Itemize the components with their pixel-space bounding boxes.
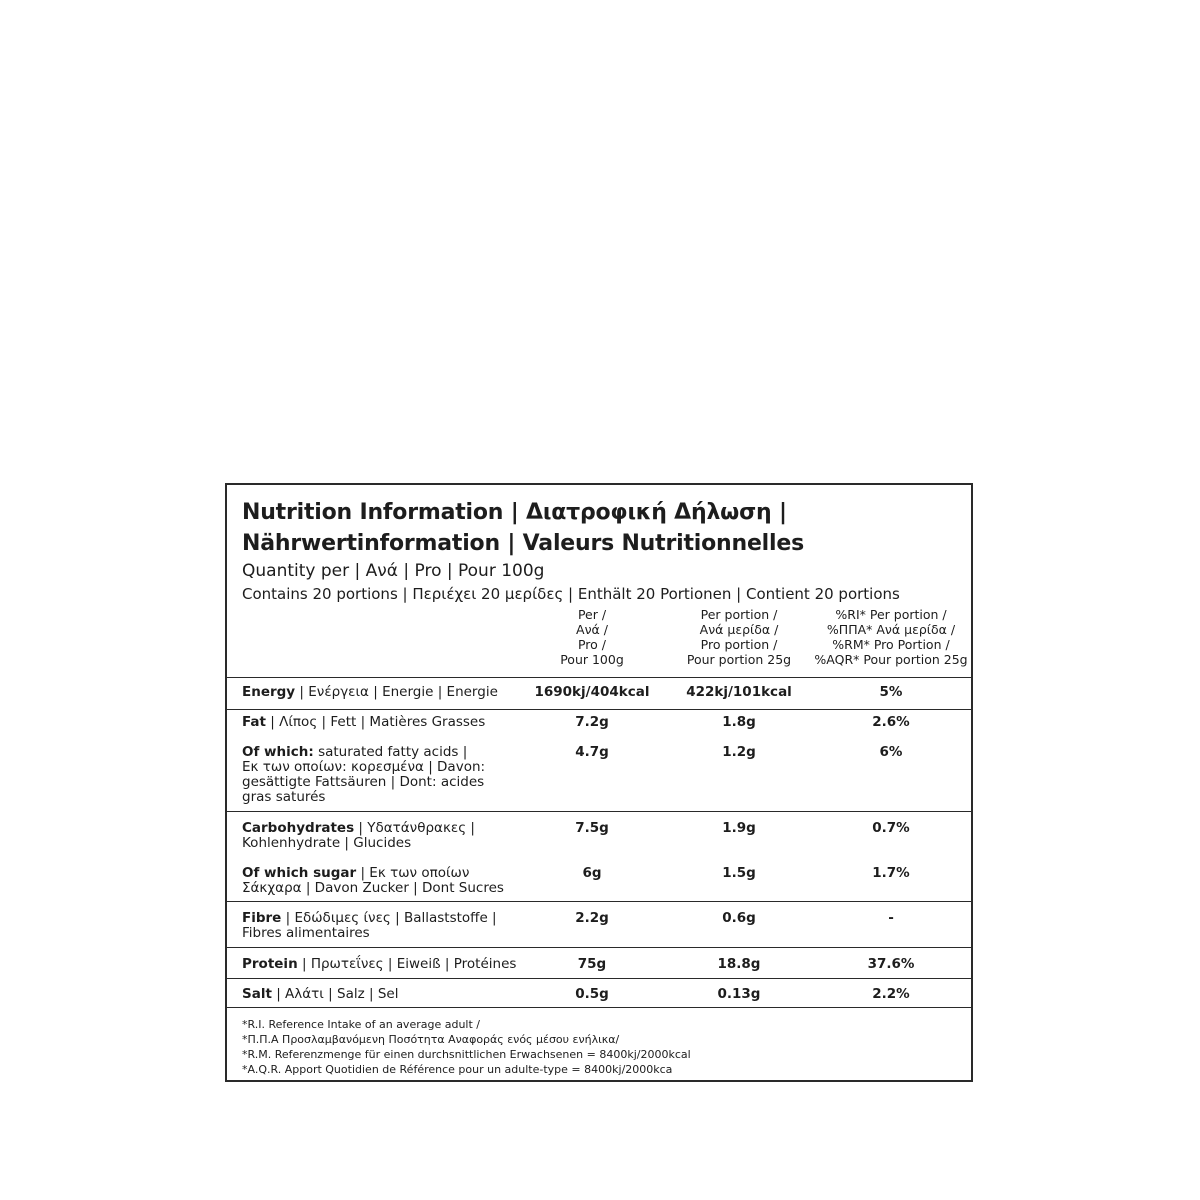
row-label: Fibre | Εδώδιμες ίνες | Ballaststoffe | Fibres alimentaires [242,910,497,941]
value-per-100g: 7.5g [575,820,609,836]
panel-title [242,497,962,559]
value-per-100g: 0.5g [575,986,609,1002]
divider [227,947,971,948]
value-per-portion: 1.9g [722,820,756,836]
divider [227,709,971,710]
value-per-portion: 1.2g [722,744,756,760]
value-ri-percent: 5% [879,684,903,700]
value-ri-percent: 1.7% [872,865,910,881]
value-per-portion: 0.6g [722,910,756,926]
row-label: Protein | Πρωτεΐνες | Eiweiß | Protéines [242,956,517,972]
column-header-ri-percent: %RI* Per portion / %ΠΠΑ* Ανά μερίδα / %RM* Pro Portion / %AQR* Pour portion 25g [814,607,968,667]
divider [227,901,971,902]
contains-line: Contains 20 portions | Περιέχει 20 μερίδες | Enthält 20 Portionen | Contient 20 portions [242,585,900,603]
row-label: Energy | Ενέργεια | Energie | Energie [242,684,498,700]
row-label: Fat | Λίπος | Fett | Matières Grasses [242,714,486,730]
footnote: *R.M. Referenzmenge für einen durchsnittlichen Erwachsenen = 8400kj/2000kcal [242,1048,691,1061]
divider [227,1007,971,1008]
value-per-100g: 7.2g [575,714,609,730]
value-per-100g: 1690kj/404kcal [534,684,650,700]
value-ri-percent: 2.6% [872,714,910,730]
divider [227,677,971,678]
value-per-100g: 75g [577,956,607,972]
value-ri-percent: 6% [879,744,903,760]
value-per-portion: 18.8g [717,956,761,972]
value-per-100g: 2.2g [575,910,609,926]
quantity-line: Quantity per | Ανά | Pro | Pour 100g [242,561,545,581]
title-line-1: Nutrition Information | Διατροφική Δήλωση | [242,500,787,525]
divider [227,811,971,812]
value-ri-percent: - [888,910,894,926]
row-label: Salt | Αλάτι | Salz | Sel [242,986,399,1002]
value-per-portion: 422kj/101kcal [686,684,792,700]
column-header-per-portion: Per portion / Ανά μερίδα / Pro portion / Pour portion 25g [686,607,792,667]
value-per-100g: 4.7g [575,744,609,760]
value-per-portion: 0.13g [717,986,761,1002]
row-label: Of which sugar | Εκ των οποίων Σάκχαρα | Davon Zucker | Dont Sucres [242,865,504,896]
divider [227,978,971,979]
value-ri-percent: 2.2% [872,986,910,1002]
row-label: Of which: saturated fatty acids | Εκ των οποίων: κορεσμένα | Davon: gesättigte Fattsäuren | Dont: acides gras saturés [242,744,486,805]
value-ri-percent: 37.6% [867,956,915,972]
footnotes [242,1017,962,1077]
footnote: *R.I. Reference Intake of an average adult / [242,1018,480,1031]
footnote: *A.Q.R. Apport Quotidien de Référence pour un adulte-type = 8400kj/2000kca [242,1063,673,1076]
row-label: Carbohydrates | Υδατάνθρακες | Kohlenhydrate | Glucides [242,820,475,851]
value-ri-percent: 0.7% [872,820,910,836]
column-header-per-100g: Per / Ανά / Pro / Pour 100g [560,607,624,667]
title-line-2: Nährwertinformation | Valeurs Nutritionnelles [242,531,804,556]
value-per-portion: 1.8g [722,714,756,730]
nutrition-panel [225,483,973,1082]
value-per-portion: 1.5g [722,865,756,881]
value-per-100g: 6g [582,865,602,881]
footnote: *Π.Π.Α Προσλαμβανόμενη Ποσότητα Αναφοράς ενός μέσου ενήλικα/ [242,1033,620,1046]
